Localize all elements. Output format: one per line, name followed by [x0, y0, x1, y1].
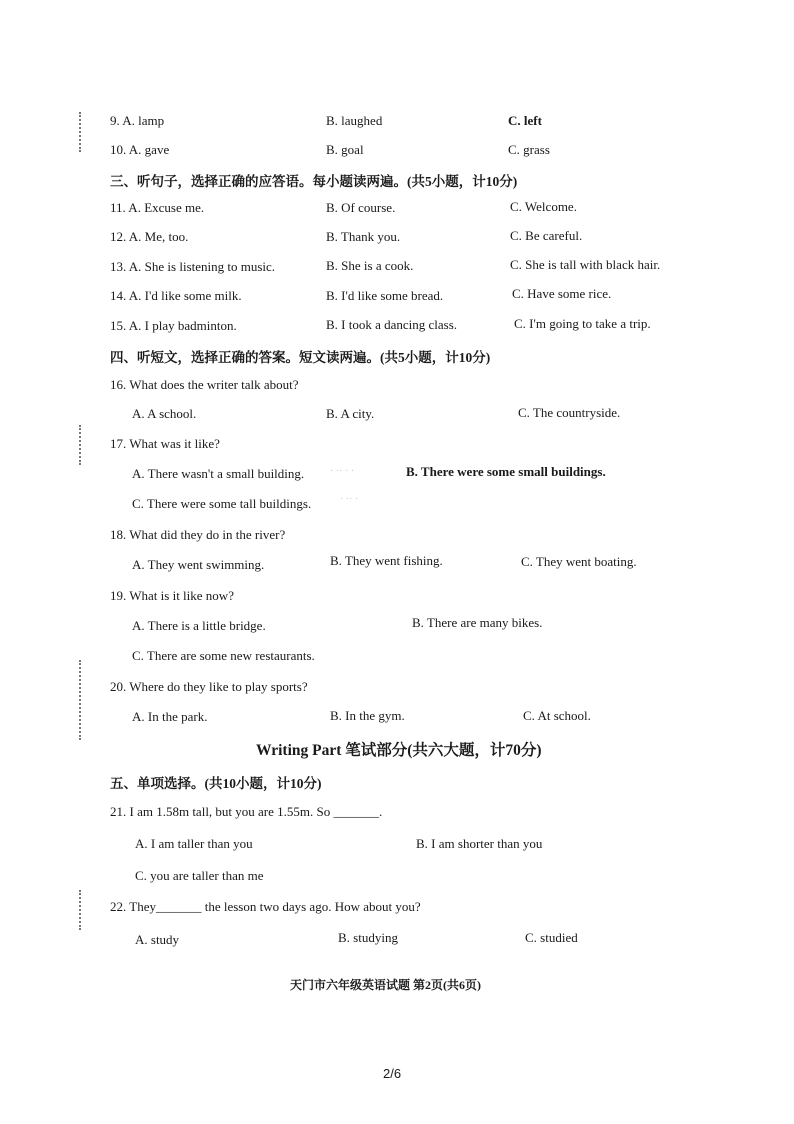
q20-stem: 20. Where do they like to play sports? — [110, 679, 308, 694]
q13-option-c: C. She is tall with black hair. — [510, 257, 661, 272]
q19-option-b: B. There are many bikes. — [412, 615, 543, 630]
q21-stem: 21. I am 1.58m tall, but you are 1.55m. So _______. — [110, 804, 383, 819]
q11-option-b: B. Of course. — [326, 200, 396, 215]
section-4-heading: 四、听短文，选择正确的答案。短文读两遍。(共5小题，计10分) — [110, 350, 491, 365]
q21-option-b: B. I am shorter than you — [416, 836, 543, 851]
q16-option-b: B. A city. — [326, 406, 375, 421]
q18-option-b: B. They went fishing. — [330, 553, 443, 568]
q19-stem: 19. What is it like now? — [110, 588, 234, 603]
q15-option-b: B. I took a dancing class. — [326, 317, 458, 332]
binding-margin-dots — [79, 425, 83, 465]
q17-option-c: C. There were some tall buildings. — [132, 496, 312, 511]
page-number: 2/6 — [383, 1066, 402, 1081]
scan-smudge: · ·· · — [340, 494, 359, 505]
q13-option-a: 13. A. She is listening to music. — [110, 259, 276, 274]
q21-option-c: C. you are taller than me — [135, 868, 264, 883]
q15-option-a: 15. A. I play badminton. — [110, 318, 237, 333]
q11-option-a: 11. A. Excuse me. — [110, 200, 205, 215]
q16-option-a: A. A school. — [132, 406, 197, 421]
q22-option-c: C. studied — [525, 930, 578, 945]
q22-option-b: B. studying — [338, 930, 398, 945]
q19-option-c: C. There are some new restaurants. — [132, 648, 315, 663]
q12-option-a: 12. A. Me, too. — [110, 229, 189, 244]
binding-margin-dots — [79, 890, 83, 930]
exam-footer: 天门市六年级英语试题 第2页(共6页) — [290, 978, 481, 992]
q11-option-c: C. Welcome. — [510, 199, 577, 214]
q14-option-c: C. Have some rice. — [512, 286, 612, 301]
q18-stem: 18. What did they do in the river? — [110, 527, 286, 542]
section-5-heading: 五、单项选择。(共10小题，计10分) — [110, 776, 322, 791]
q12-option-b: B. Thank you. — [326, 229, 401, 244]
q12-option-c: C. Be careful. — [510, 228, 583, 243]
q17-option-b: B. There were some small buildings. — [406, 464, 606, 479]
q17-option-a: A. There wasn't a small building. — [132, 466, 305, 481]
q20-option-b: B. In the gym. — [330, 708, 405, 723]
q21-option-a: A. I am taller than you — [135, 836, 253, 851]
q22-option-a: A. study — [135, 932, 180, 947]
q9-option-b: B. laughed — [326, 113, 383, 128]
q14-option-b: B. I'd like some bread. — [326, 288, 444, 303]
writing-part-title: Writing Part 笔试部分(共六大题，计70分) — [256, 742, 542, 759]
q15-option-c: C. I'm going to take a trip. — [514, 316, 651, 331]
q10-option-a: 10. A. gave — [110, 142, 170, 157]
q9-option-c: C. left — [508, 113, 542, 128]
q22-stem: 22. They_______ the lesson two days ago. How about you? — [110, 899, 421, 914]
q10-option-c: C. grass — [508, 142, 550, 157]
q16-stem: 16. What does the writer talk about? — [110, 377, 299, 392]
q9-option-a: 9. A. lamp — [110, 113, 165, 128]
q18-option-a: A. They went swimming. — [132, 557, 265, 572]
q13-option-b: B. She is a cook. — [326, 258, 414, 273]
section-3-heading: 三、听句子，选择正确的应答语。每小题读两遍。(共5小题，计10分) — [110, 174, 518, 189]
q20-option-a: A. In the park. — [132, 709, 208, 724]
q10-option-b: B. goal — [326, 142, 364, 157]
q16-option-c: C. The countryside. — [518, 405, 621, 420]
q17-stem: 17. What was it like? — [110, 436, 220, 451]
scan-smudge: · ·· · · — [330, 466, 355, 477]
q18-option-c: C. They went boating. — [521, 554, 637, 569]
binding-margin-dots — [79, 660, 83, 740]
q19-option-a: A. There is a little bridge. — [132, 618, 266, 633]
binding-margin-dots — [79, 112, 83, 152]
q14-option-a: 14. A. I'd like some milk. — [110, 288, 242, 303]
q20-option-c: C. At school. — [523, 708, 591, 723]
